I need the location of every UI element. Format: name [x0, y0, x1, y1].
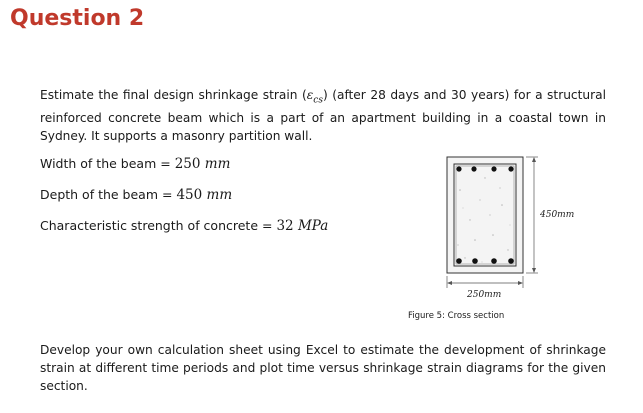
intro-text-end: ) (after 28 days and 30 years) for a structural reinforced concrete beam which is a part of an apartment building in a coastal town in Sydney. It supports a masonry partition wall. [40, 88, 606, 144]
beam-cross-section-figure [430, 150, 610, 320]
param-value: 32 MPa [276, 218, 329, 234]
figure-caption: Figure 5: Cross section [408, 311, 505, 321]
param-value: 450 mm [176, 187, 233, 203]
shrinkage-strain-symbol: $\varepsilon_{cs}$ [306, 88, 323, 106]
param-value: 250 mm [174, 156, 231, 172]
concrete-strength-param [40, 218, 328, 234]
question-title: Question 2 [10, 6, 145, 31]
param-label: Depth of the beam = [40, 187, 177, 202]
problem-statement [40, 86, 606, 145]
param-label: Characteristic strength of concrete = [40, 218, 277, 233]
intro-text-start: Estimate the final design shrinkage strain ( [40, 88, 307, 102]
depth-dimension [526, 157, 538, 273]
param-label: Width of the beam = [40, 156, 175, 171]
width-dimension [447, 276, 523, 288]
task-statement: Develop your own calculation sheet using Excel to estimate the development of shrinkage strain at different time periods and plot time versus shrinkage strain diagrams for the given section. [40, 343, 606, 393]
beam-depth-param [40, 187, 232, 203]
concrete-section [447, 157, 523, 273]
beam-width-param [40, 156, 230, 172]
width-label: 250mm [467, 290, 502, 300]
depth-label: 450mm [540, 210, 575, 220]
